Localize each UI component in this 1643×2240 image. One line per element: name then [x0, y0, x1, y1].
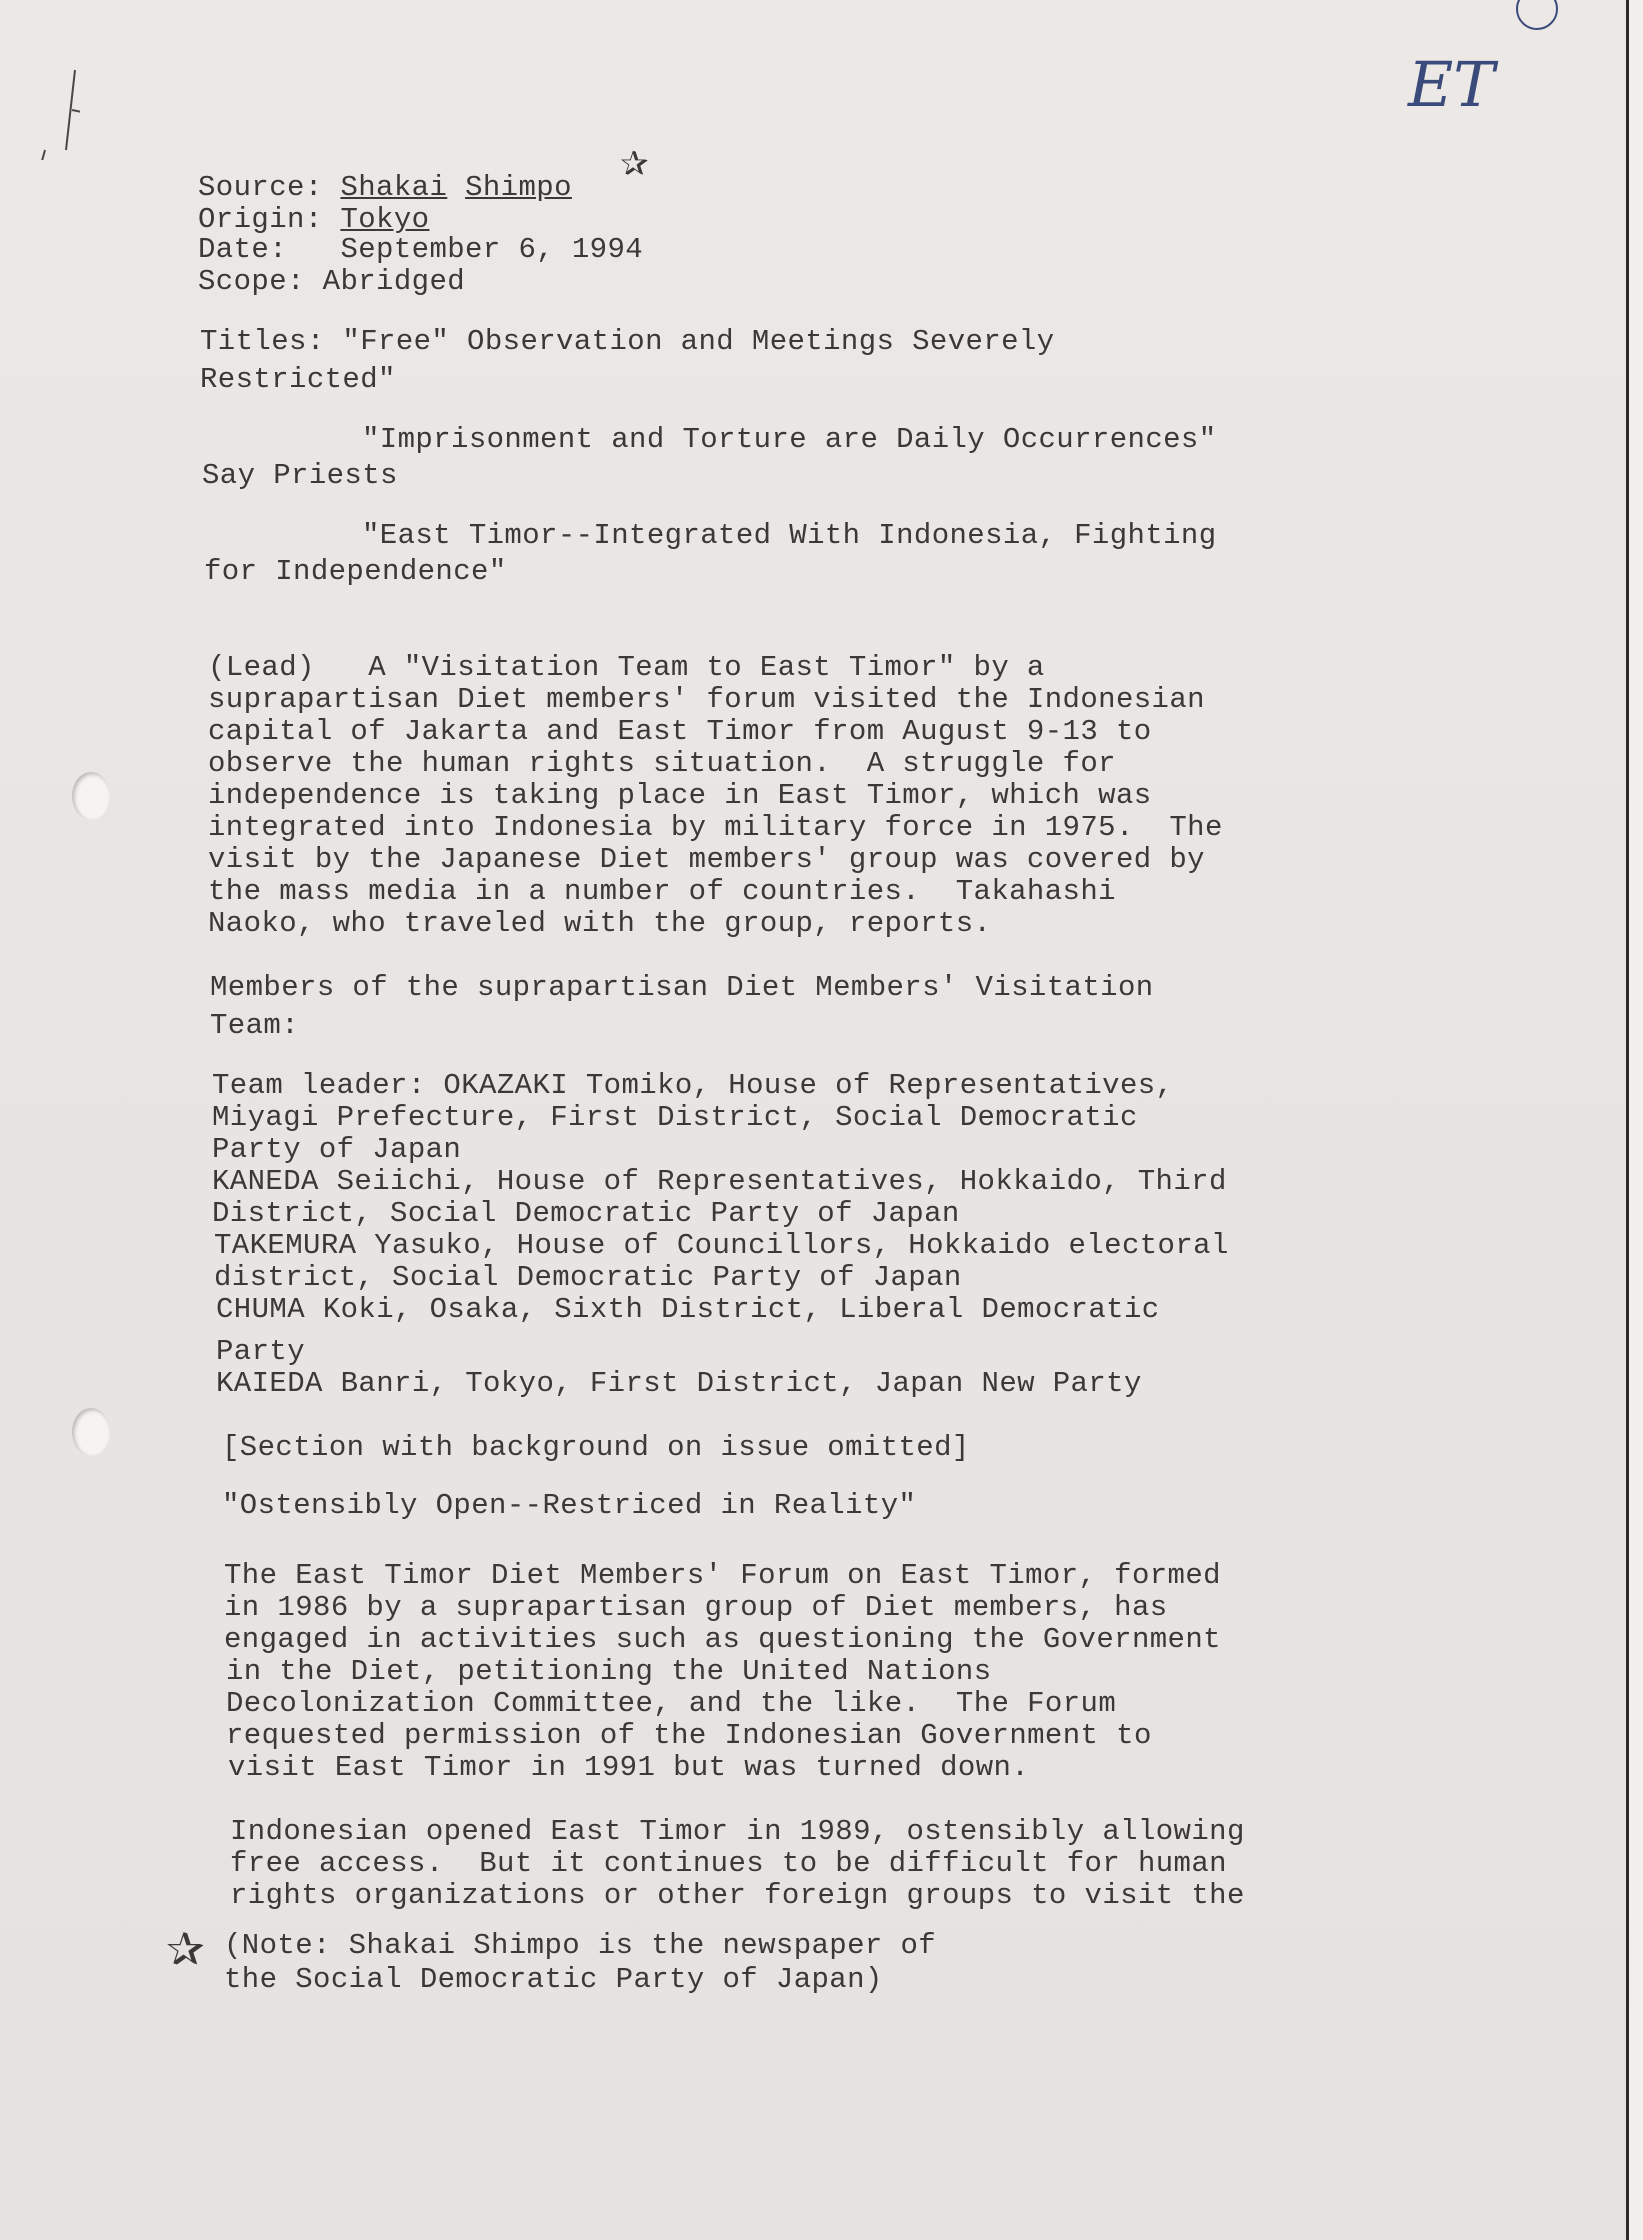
titles-line: Restricted" [200, 363, 396, 396]
members-heading-line: Team: [210, 1009, 300, 1042]
member-line: Party of Japan [212, 1133, 462, 1166]
lead-line: independence is taking place in East Timor, which was [208, 779, 1152, 812]
member-line: District, Social Democratic Party of Japan [212, 1197, 960, 1230]
members-heading-line: Members of the suprapartisan Diet Members' Visitation [210, 971, 1154, 1004]
paragraph2-line: free access. But it continues to be difficult for human [230, 1847, 1227, 1880]
date-value: September 6, 1994 [340, 233, 644, 266]
omitted-note: [Section with background on issue omitted] [222, 1431, 970, 1464]
handwritten-check-icon [20, 50, 80, 160]
titles-line: "East Timor--Integrated With Indonesia, Fighting [362, 519, 1217, 552]
subheading: "Ostensibly Open--Restriced in Reality" [222, 1489, 917, 1522]
member-line: Team leader: OKAZAKI Tomiko, House of Representatives, [212, 1069, 1174, 1102]
paragraph1-line: in 1986 by a suprapartisan group of Diet members, has [224, 1591, 1168, 1624]
paragraph1-line: Decolonization Committee, and the like. The Forum [226, 1687, 1117, 1720]
lead-line: (Lead) A "Visitation Team to East Timor" by a [208, 651, 1045, 684]
lead-line: suprapartisan Diet members' forum visited the Indonesian [208, 683, 1205, 716]
handwritten-page-circle [1516, 0, 1558, 30]
member-line: KAIEDA Banri, Tokyo, First District, Japan New Party [216, 1367, 1142, 1400]
source-label: Source: [198, 171, 323, 204]
origin-value: Tokyo [340, 203, 430, 236]
member-line: KANEDA Seiichi, House of Representatives, Hokkaido, Third [212, 1165, 1227, 1198]
star-annotation-icon: ✰ [620, 144, 649, 184]
member-line: Party [216, 1335, 306, 1368]
lead-line: the mass media in a number of countries. Takahashi [208, 875, 1116, 908]
source-value-1: Shakai [340, 171, 448, 204]
source-line [198, 172, 572, 204]
titles-line: Titles: "Free" Observation and Meetings Severely [200, 325, 1055, 358]
member-line: district, Social Democratic Party of Japan [214, 1261, 962, 1294]
punch-hole-upper [72, 772, 110, 820]
scope-value: Abridged [322, 265, 466, 298]
paper-edge-shadow [1629, 0, 1643, 2240]
paragraph1-line: visit East Timor in 1991 but was turned down. [228, 1751, 1030, 1784]
note-line: (Note: Shakai Shimpo is the newspaper of [224, 1929, 937, 1962]
paragraph1-line: requested permission of the Indonesian Government to [226, 1719, 1152, 1752]
member-line: TAKEMURA Yasuko, House of Councillors, Hokkaido electoral [214, 1229, 1229, 1262]
origin-line [198, 204, 429, 236]
titles-line: Say Priests [202, 459, 398, 492]
lead-line: capital of Jakarta and East Timor from August 9-13 to [208, 715, 1152, 748]
date-label: Date: [198, 233, 288, 266]
handwritten-et-label: ET [1408, 48, 1495, 121]
member-line: Miyagi Prefecture, First District, Social Democratic [212, 1101, 1138, 1134]
source-value-2: Shimpo [465, 171, 572, 204]
paragraph1-line: engaged in activities such as questioning the Government [224, 1623, 1221, 1656]
lead-line: observe the human rights situation. A struggle for [208, 747, 1116, 780]
paragraph2-line: Indonesian opened East Timor in 1989, ostensibly allowing [230, 1815, 1245, 1848]
lead-line: visit by the Japanese Diet members' group was covered by [208, 843, 1205, 876]
punch-hole-lower [72, 1408, 110, 1456]
member-line: CHUMA Koki, Osaka, Sixth District, Liberal Democratic [216, 1293, 1160, 1326]
date-line [198, 234, 643, 266]
lead-line: integrated into Indonesia by military force in 1975. The [208, 811, 1223, 844]
scope-line [198, 266, 465, 298]
titles-line: for Independence" [204, 555, 507, 588]
paragraph1-line: The East Timor Diet Members' Forum on East Timor, formed [224, 1559, 1221, 1592]
scope-label: Scope: [198, 265, 305, 298]
paper-edge-line [1626, 0, 1629, 2240]
titles-line: "Imprisonment and Torture are Daily Occurrences" [362, 423, 1217, 456]
lead-line: Naoko, who traveled with the group, reports. [208, 907, 992, 940]
origin-label: Origin: [198, 203, 323, 236]
paragraph2-line: rights organizations or other foreign groups to visit the [230, 1879, 1245, 1912]
star-annotation-icon: ✰ [166, 1922, 205, 1976]
note-line: the Social Democratic Party of Japan) [224, 1963, 883, 1996]
paragraph1-line: in the Diet, petitioning the United Nations [226, 1655, 992, 1688]
